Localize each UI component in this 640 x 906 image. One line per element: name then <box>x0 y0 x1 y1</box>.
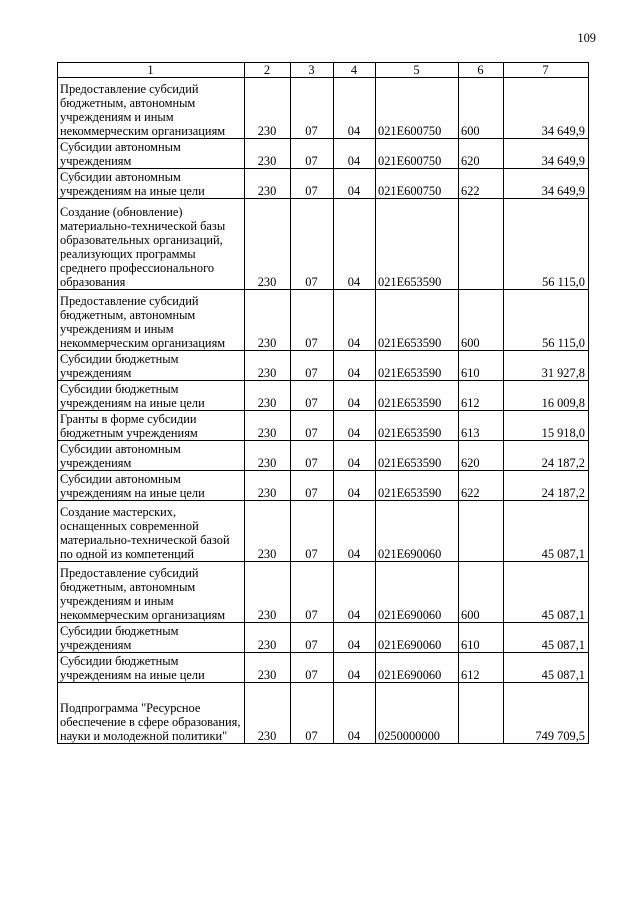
subsection-cell: 04 <box>334 381 376 411</box>
header-cell-7: 7 <box>504 63 589 78</box>
header-cell-5: 5 <box>376 63 459 78</box>
header-cell-2: 2 <box>245 63 291 78</box>
expense-type-cell: 610 <box>459 623 504 653</box>
budget-table <box>57 62 589 744</box>
section-cell: 07 <box>291 623 334 653</box>
expense-type-cell: 600 <box>459 78 504 139</box>
section-cell: 07 <box>291 290 334 351</box>
section-cell: 07 <box>291 441 334 471</box>
subsection-cell: 04 <box>334 441 376 471</box>
section-cell: 07 <box>291 199 334 290</box>
item-name-cell: Подпрограмма "Ресурсное обеспечение в сфере образования, науки и молодежной политики" <box>58 683 245 744</box>
item-name-cell: Гранты в форме субсидии бюджетным учреждениям <box>58 411 245 441</box>
table-row <box>58 501 589 562</box>
expense-type-cell: 612 <box>459 653 504 683</box>
target-article-cell: 0250000000 <box>376 683 459 744</box>
item-name-cell: Субсидии автономным учреждениям <box>58 441 245 471</box>
amount-cell: 24 187,2 <box>504 471 589 501</box>
subsection-cell: 04 <box>334 411 376 441</box>
target-article-cell: 021E690060 <box>376 623 459 653</box>
code-cell: 230 <box>245 78 291 139</box>
amount-cell: 45 087,1 <box>504 653 589 683</box>
code-cell: 230 <box>245 290 291 351</box>
code-cell: 230 <box>245 199 291 290</box>
item-name-cell: Субсидии автономным учреждениям на иные цели <box>58 169 245 199</box>
amount-cell: 34 649,9 <box>504 139 589 169</box>
subsection-cell: 04 <box>334 683 376 744</box>
subsection-cell: 04 <box>334 290 376 351</box>
item-name-cell: Субсидии бюджетным учреждениям на иные цели <box>58 653 245 683</box>
header-cell-3: 3 <box>291 63 334 78</box>
code-cell: 230 <box>245 441 291 471</box>
target-article-cell: 021E690060 <box>376 501 459 562</box>
subsection-cell: 04 <box>334 501 376 562</box>
section-cell: 07 <box>291 78 334 139</box>
item-name-cell: Предоставление субсидий бюджетным, автономным учреждениям и иным некоммерческим организациям <box>58 290 245 351</box>
target-article-cell: 021E653590 <box>376 471 459 501</box>
target-article-cell: 021E653590 <box>376 411 459 441</box>
page-number: 109 <box>577 31 596 45</box>
code-cell: 230 <box>245 169 291 199</box>
amount-cell: 15 918,0 <box>504 411 589 441</box>
code-cell: 230 <box>245 623 291 653</box>
target-article-cell: 021E600750 <box>376 78 459 139</box>
target-article-cell: 021E690060 <box>376 653 459 683</box>
expense-type-cell: 620 <box>459 441 504 471</box>
section-cell: 07 <box>291 381 334 411</box>
header-cell-1: 1 <box>58 63 245 78</box>
table-row <box>58 441 589 471</box>
subsection-cell: 04 <box>334 562 376 623</box>
table-row <box>58 653 589 683</box>
code-cell: 230 <box>245 562 291 623</box>
target-article-cell: 021E653590 <box>376 351 459 381</box>
table-row <box>58 381 589 411</box>
table-row <box>58 199 589 290</box>
item-name-cell: Субсидии бюджетным учреждениям на иные цели <box>58 381 245 411</box>
target-article-cell: 021E690060 <box>376 562 459 623</box>
table-row <box>58 78 589 139</box>
code-cell: 230 <box>245 471 291 501</box>
section-cell: 07 <box>291 501 334 562</box>
amount-cell: 45 087,1 <box>504 562 589 623</box>
item-name-cell: Субсидии бюджетным учреждениям <box>58 351 245 381</box>
amount-cell: 749 709,5 <box>504 683 589 744</box>
item-name-cell: Субсидии бюджетным учреждениям <box>58 623 245 653</box>
section-cell: 07 <box>291 351 334 381</box>
amount-cell: 24 187,2 <box>504 441 589 471</box>
target-article-cell: 021E600750 <box>376 139 459 169</box>
section-cell: 07 <box>291 139 334 169</box>
amount-cell: 56 115,0 <box>504 199 589 290</box>
table-row <box>58 411 589 441</box>
subsection-cell: 04 <box>334 139 376 169</box>
table-row <box>58 169 589 199</box>
expense-type-cell <box>459 199 504 290</box>
subsection-cell: 04 <box>334 471 376 501</box>
code-cell: 230 <box>245 501 291 562</box>
section-cell: 07 <box>291 653 334 683</box>
expense-type-cell: 610 <box>459 351 504 381</box>
amount-cell: 56 115,0 <box>504 290 589 351</box>
expense-type-cell: 600 <box>459 290 504 351</box>
header-cell-6: 6 <box>459 63 504 78</box>
expense-type-cell: 613 <box>459 411 504 441</box>
amount-cell: 45 087,1 <box>504 501 589 562</box>
item-name-cell: Предоставление субсидий бюджетным, автономным учреждениям и иным некоммерческим организациям <box>58 78 245 139</box>
section-cell: 07 <box>291 683 334 744</box>
table-row <box>58 471 589 501</box>
table-row <box>58 139 589 169</box>
table-row <box>58 683 589 744</box>
table-row <box>58 562 589 623</box>
expense-type-cell: 620 <box>459 139 504 169</box>
item-name-cell: Предоставление субсидий бюджетным, автономным учреждениям и иным некоммерческим организациям <box>58 562 245 623</box>
expense-type-cell <box>459 501 504 562</box>
code-cell: 230 <box>245 351 291 381</box>
amount-cell: 16 009,8 <box>504 381 589 411</box>
code-cell: 230 <box>245 411 291 441</box>
code-cell: 230 <box>245 139 291 169</box>
amount-cell: 31 927,8 <box>504 351 589 381</box>
amount-cell: 34 649,9 <box>504 78 589 139</box>
section-cell: 07 <box>291 471 334 501</box>
amount-cell: 45 087,1 <box>504 623 589 653</box>
target-article-cell: 021E600750 <box>376 169 459 199</box>
subsection-cell: 04 <box>334 623 376 653</box>
item-name-cell: Создание мастерских, оснащенных современной материально-технической базой по одной из компетенций <box>58 501 245 562</box>
item-name-cell: Субсидии автономным учреждениям на иные цели <box>58 471 245 501</box>
expense-type-cell: 612 <box>459 381 504 411</box>
subsection-cell: 04 <box>334 653 376 683</box>
expense-type-cell <box>459 683 504 744</box>
item-name-cell: Создание (обновление) материально-технической базы образовательных организаций, реализующих программы среднего профессионального образования <box>58 199 245 290</box>
expense-type-cell: 600 <box>459 562 504 623</box>
section-cell: 07 <box>291 411 334 441</box>
item-name-cell: Субсидии автономным учреждениям <box>58 139 245 169</box>
target-article-cell: 021E653590 <box>376 199 459 290</box>
subsection-cell: 04 <box>334 199 376 290</box>
expense-type-cell: 622 <box>459 471 504 501</box>
table-header-row <box>58 63 589 78</box>
amount-cell: 34 649,9 <box>504 169 589 199</box>
target-article-cell: 021E653590 <box>376 290 459 351</box>
table-row <box>58 290 589 351</box>
subsection-cell: 04 <box>334 78 376 139</box>
subsection-cell: 04 <box>334 351 376 381</box>
table-row <box>58 623 589 653</box>
expense-type-cell: 622 <box>459 169 504 199</box>
code-cell: 230 <box>245 653 291 683</box>
table-body <box>58 63 589 744</box>
target-article-cell: 021E653590 <box>376 441 459 471</box>
section-cell: 07 <box>291 562 334 623</box>
header-cell-4: 4 <box>334 63 376 78</box>
section-cell: 07 <box>291 169 334 199</box>
table-row <box>58 351 589 381</box>
subsection-cell: 04 <box>334 169 376 199</box>
code-cell: 230 <box>245 381 291 411</box>
code-cell: 230 <box>245 683 291 744</box>
target-article-cell: 021E653590 <box>376 381 459 411</box>
